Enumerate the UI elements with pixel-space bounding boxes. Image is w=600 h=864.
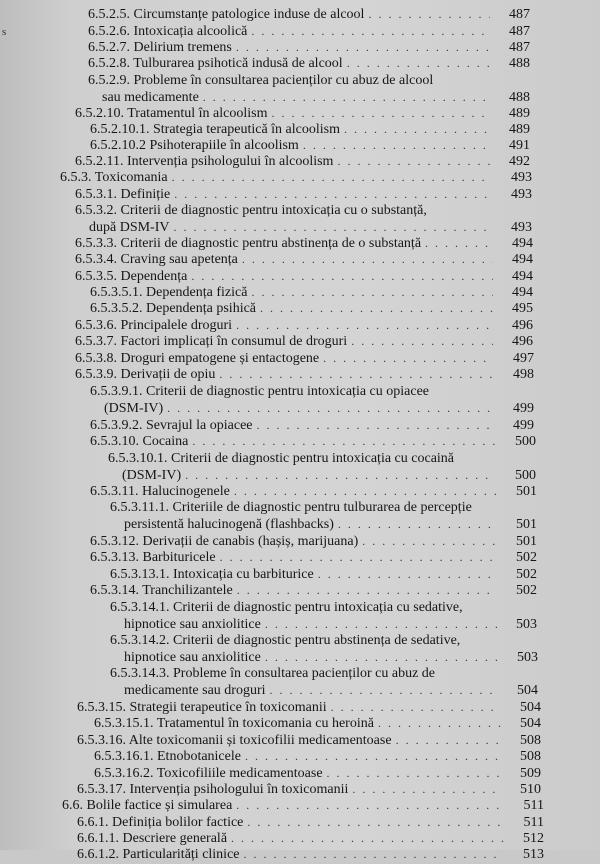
dot-leader	[272, 105, 491, 122]
dot-leader	[368, 6, 490, 23]
toc-page-number: 487	[509, 24, 530, 39]
toc-page-number: 488	[509, 90, 530, 105]
toc-entry-title: 6.5.2.5. Circumstanțe patologice induse de alcool	[88, 7, 365, 22]
toc-page-number: 493	[511, 220, 532, 235]
toc-entry-title: 6.5.3.14.2. Criterii de diagnostic pentru abstinența de sedative,	[110, 633, 461, 648]
toc-entry-title: 6.5.3.9. Derivații de opiu	[75, 367, 216, 382]
toc-entry	[75, 202, 532, 238]
toc-entry-title: 6.5.3.5.1. Dependența fizică	[90, 285, 248, 300]
dot-leader	[347, 55, 490, 72]
toc-entry-title: 6.5.3.5. Dependența	[75, 269, 188, 284]
toc-entry-title: 6.5.2.7. Delirium tremens	[88, 40, 232, 55]
toc-page-number: 502	[516, 567, 537, 582]
toc-entry-title: 6.5.3.9.1. Criterii de diagnostic pentru intoxicația cu opiacee	[90, 384, 430, 399]
toc-page-number: 508	[520, 733, 541, 748]
toc-page-number: 509	[520, 766, 541, 781]
dot-leader	[265, 649, 498, 666]
dot-leader	[236, 797, 504, 814]
toc-entry	[88, 6, 530, 24]
toc-entry	[75, 333, 533, 351]
toc-page-number: 508	[520, 749, 541, 764]
dot-leader	[425, 235, 493, 252]
toc-entry-title: 6.5.3.2. Criterii de diagnostic pentru intoxicația cu o substanță,	[75, 203, 427, 218]
toc-page-number: 493	[511, 187, 532, 202]
toc-entry-title: 6.6.1. Definiția bolilor factice	[77, 815, 244, 830]
toc-page-number: 511	[523, 815, 544, 830]
toc-entry	[110, 499, 537, 535]
toc-entry-title: 6.5.3. Toxicomania	[60, 170, 168, 185]
toc-page-number: 513	[523, 847, 544, 862]
toc-page-number: 504	[520, 716, 541, 731]
toc-page-number: 492	[509, 154, 530, 169]
toc-entry	[75, 366, 534, 384]
dot-leader	[352, 781, 501, 798]
toc-page-number: 489	[509, 122, 530, 137]
dot-leader	[323, 350, 494, 367]
toc-entry	[62, 797, 544, 815]
toc-entry-title: 6.5.3.16.2. Toxicofiliile medicamentoase	[94, 766, 323, 781]
dot-leader	[174, 186, 492, 203]
toc-entry-title: 6.5.3.14.1. Criterii de diagnostic pentru intoxicația cu sedative,	[110, 600, 463, 615]
dot-leader	[247, 814, 504, 831]
toc-entry-continuation: (DSM-IV)	[104, 401, 164, 416]
dot-leader	[231, 830, 504, 847]
toc-page-number: 502	[516, 583, 537, 598]
toc-entry-continuation: persistentă halucinogenă (flashbacks)	[124, 517, 334, 532]
toc-entry-title: 6.5.3.1. Definiție	[75, 187, 171, 202]
toc-page-number: 498	[513, 367, 534, 382]
toc-entry-title: 6.5.3.5.2. Dependența psihică	[90, 301, 257, 316]
toc-entry-title: 6.5.3.9.2. Sevrajul la opiacee	[90, 418, 253, 433]
dot-leader	[338, 516, 497, 533]
toc-entry-title: 6.5.3.7. Factori implicați în consumul de droguri	[75, 334, 348, 349]
toc-page-number: 493	[511, 170, 532, 185]
toc-page-number: 495	[512, 301, 533, 316]
toc-page-number: 500	[515, 468, 536, 483]
dot-leader	[270, 682, 498, 699]
margin-mark: s	[2, 26, 7, 38]
toc-entry-title: 6.5.3.15. Strategii terapeutice în toxicomanii	[77, 700, 327, 715]
toc-page-number: 499	[513, 401, 534, 416]
dot-leader	[236, 39, 490, 56]
dot-leader	[378, 715, 501, 732]
toc-page-number: 487	[509, 7, 530, 22]
toc-entry-title: 6.5.3.4. Craving sau apetența	[75, 252, 238, 267]
toc-entry-title: 6.5.3.15.1. Tratamentul în toxicomania cu heroină	[94, 716, 374, 731]
dot-leader	[167, 400, 494, 417]
dot-leader	[303, 137, 490, 154]
toc-page-number: 494	[512, 236, 533, 251]
toc-entry-title: 6.5.2.8. Tulburarea psihotică indusă de alcool	[88, 56, 343, 71]
toc-page-number: 511	[523, 798, 544, 813]
toc-page-number: 501	[516, 484, 537, 499]
toc-entry	[90, 383, 534, 419]
dot-leader	[351, 333, 493, 350]
toc-entry-title: 6.5.3.16.1. Etnobotanicele	[94, 749, 241, 764]
toc-page-number: 494	[512, 252, 533, 267]
toc-page-number: 496	[512, 334, 533, 349]
toc-page-number: 504	[517, 683, 538, 698]
toc-entry-title: 6.5.3.10. Cocaina	[90, 434, 189, 449]
dot-leader	[203, 89, 490, 106]
toc-entry-title: 6.5.2.10. Tratamentul în alcoolism	[75, 106, 268, 121]
toc-entry	[90, 300, 533, 318]
toc-entry-title: 6.5.3.11.1. Criteriile de diagnostic pentru tulburarea de percepție	[110, 500, 472, 515]
toc-page-number: 502	[516, 550, 537, 565]
toc-entry-title: 6.5.3.16. Alte toxicomanii și toxicofilii medicamentoase	[77, 733, 392, 748]
dot-leader	[244, 846, 504, 863]
toc-page-number: 488	[509, 56, 530, 71]
dot-leader	[242, 251, 493, 268]
toc-entry-title: 6.5.3.14. Tranchilizantele	[90, 583, 233, 598]
toc-page-number: 487	[509, 40, 530, 55]
dot-leader	[331, 699, 501, 716]
toc-page-number: 503	[516, 617, 537, 632]
toc-entry-continuation: sau medicamente	[102, 90, 199, 105]
toc-page-number: 489	[509, 106, 530, 121]
toc-entry-title: 6.5.2.9. Probleme în consultarea pacienților cu abuz de alcool	[88, 73, 434, 88]
toc-entry	[90, 582, 537, 600]
dot-leader	[396, 732, 501, 749]
toc-page-number: 510	[520, 782, 541, 797]
dot-leader	[265, 616, 497, 633]
toc-entry-continuation: (DSM-IV)	[122, 468, 182, 483]
toc-entry	[94, 715, 541, 733]
toc-entry	[108, 450, 536, 486]
toc-entry-title: 6.5.3.6. Principalele droguri	[75, 318, 233, 333]
dot-leader	[191, 268, 493, 285]
toc-entry-title: 6.5.3.8. Droguri empatogene și entactogene	[75, 351, 320, 366]
toc-page-number: 501	[516, 517, 537, 532]
dot-leader	[260, 300, 493, 317]
dot-leader	[318, 566, 497, 583]
toc-page-number: 494	[512, 269, 533, 284]
toc-entry	[110, 665, 538, 701]
dot-leader	[172, 169, 492, 186]
toc-entry-title: 6.5.3.11. Halucinogenele	[90, 484, 230, 499]
toc-entry-title: 6.5.3.12. Derivații de canabis (hașiș, marijuana)	[90, 534, 359, 549]
toc-entry	[94, 748, 541, 766]
toc-entry	[77, 846, 544, 864]
dot-leader	[237, 582, 497, 599]
dot-leader	[362, 533, 497, 550]
toc-page-number: 503	[517, 650, 538, 665]
toc-entry	[75, 251, 533, 269]
dot-leader	[185, 467, 496, 484]
dot-leader	[192, 433, 496, 450]
toc-page-number: 500	[515, 434, 536, 449]
toc-page-number: 499	[513, 418, 534, 433]
toc-entry-title: 6.6. Bolile factice și simularea	[62, 798, 233, 813]
dot-leader	[219, 366, 494, 383]
dot-leader	[174, 219, 493, 236]
dot-leader	[234, 483, 497, 500]
toc-entry-continuation: după DSM-IV	[89, 220, 170, 235]
toc-page-number: 504	[520, 700, 541, 715]
toc-entry-title: 6.5.3.13.1. Intoxicația cu barbiturice	[110, 567, 314, 582]
toc-entry-title: 6.5.2.10.1. Strategia terapeutică în alcoolism	[90, 122, 340, 137]
toc-page-number: 494	[512, 285, 533, 300]
toc-entry-title: 6.5.3.10.1. Criterii de diagnostic pentru intoxicația cu cocaină	[108, 451, 455, 466]
dot-leader	[220, 549, 497, 566]
toc-entry	[60, 169, 532, 187]
dot-leader	[344, 121, 490, 138]
toc-entry-title: 6.5.2.6. Intoxicația alcoolică	[88, 24, 248, 39]
toc-entry	[110, 632, 538, 668]
toc-entry	[88, 55, 530, 73]
toc-entry-title: 6.5.3.14.3. Probleme în consultarea pacienților cu abuz de	[110, 666, 436, 681]
toc-page-number: 496	[512, 318, 533, 333]
dot-leader	[245, 748, 501, 765]
toc-entry-title: 6.5.2.10.2 Psihoterapiile în alcoolism	[90, 138, 299, 153]
dot-leader	[251, 23, 490, 40]
toc-entry	[110, 599, 537, 635]
toc-page-number: 512	[523, 831, 544, 846]
toc-entry-title: 6.5.2.11. Intervenția psihologului în alcoolism	[75, 154, 334, 169]
toc-entry-continuation: medicamente sau droguri	[124, 683, 266, 698]
dot-leader	[257, 417, 494, 434]
toc-entry-title: 6.6.1.1. Descriere generală	[77, 831, 228, 846]
dot-leader	[251, 284, 493, 301]
dot-leader	[236, 317, 493, 334]
toc-entry	[88, 72, 530, 108]
toc-page-number: 501	[516, 534, 537, 549]
toc-page-number: 497	[513, 351, 534, 366]
toc-page-number: 491	[509, 138, 530, 153]
toc-entry-title: 6.5.3.3. Criterii de diagnostic pentru abstinența de o substanță	[75, 236, 422, 251]
toc-entry-continuation: hipnotice sau anxiolitice	[124, 617, 261, 632]
toc-entry	[90, 549, 537, 567]
dot-leader	[327, 765, 501, 782]
toc-entry-title: 6.6.1.2. Particularități clinice	[77, 847, 240, 862]
toc-entry	[90, 433, 536, 451]
toc-entry-title: 6.5.3.17. Intervenția psihologului în toxicomanii	[77, 782, 349, 797]
dot-leader	[337, 153, 490, 170]
toc-entry-continuation: hipnotice sau anxiolitice	[124, 650, 261, 665]
toc-entry-title: 6.5.3.13. Barbituricele	[90, 550, 216, 565]
